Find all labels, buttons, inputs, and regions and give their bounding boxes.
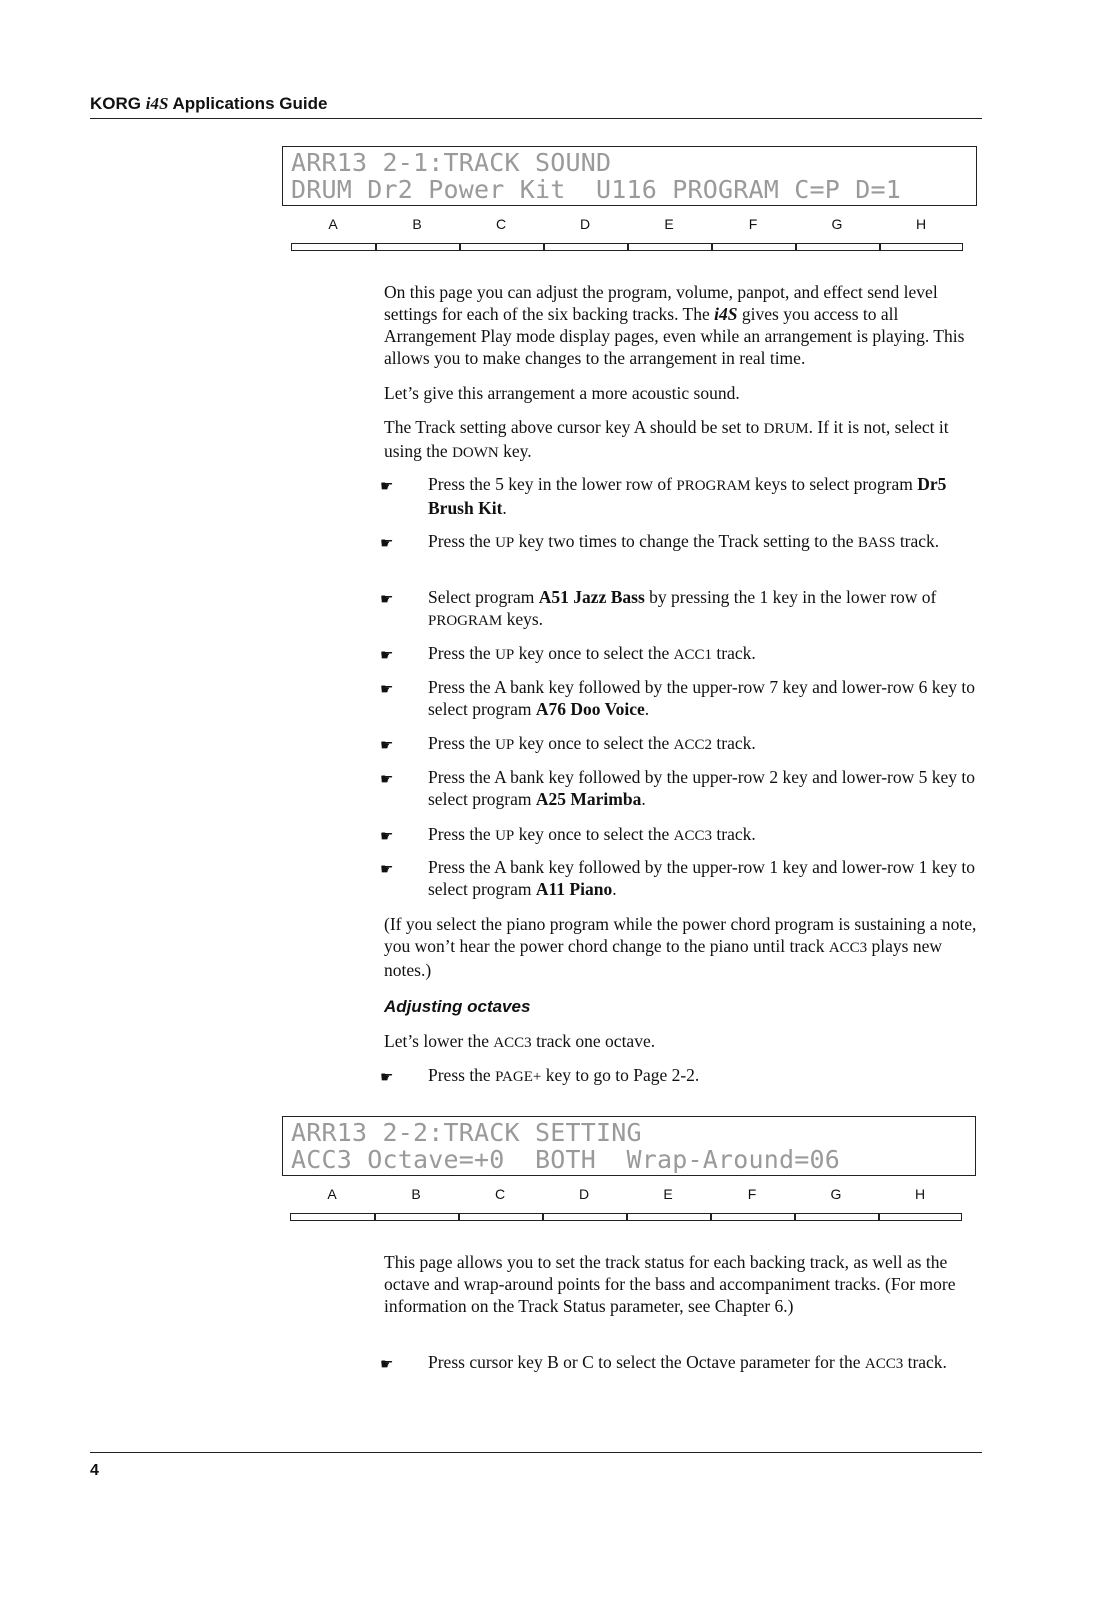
paragraph-piano-note: (If you select the piano program while the power chord program is sustaining a note, you won’t hear the power chord change to the piano until track ACC3 plays new notes.) (384, 914, 977, 980)
paragraph-lower-octave: Let’s lower the ACC3 track one octave. (384, 1031, 656, 1051)
cursor-key-label-g: G (831, 216, 843, 232)
pointing-hand-icon: ☛ (380, 1068, 394, 1086)
cursor-key-label-a: A (327, 1186, 337, 1202)
cursor-key-label-c: C (494, 1186, 506, 1202)
pointing-hand-icon: ☛ (380, 534, 394, 552)
pointing-hand-icon: ☛ (380, 827, 394, 845)
paragraph-track-setting: The Track setting above cursor key A should be set to DRUM. If it is not, select it using the DOWN key. (384, 417, 949, 461)
header-title: Applications Guide (172, 94, 328, 113)
section-heading: Adjusting octaves (384, 997, 531, 1016)
footer-rule (90, 1452, 982, 1453)
pointing-hand-icon: ☛ (380, 860, 394, 878)
pointing-hand-icon: ☛ (380, 736, 394, 754)
pointing-hand-icon: ☛ (380, 646, 394, 664)
cursor-key-label-f: F (748, 216, 758, 232)
cursor-key-bar (290, 1213, 962, 1221)
header-model: i4S (145, 94, 169, 113)
pointing-hand-icon: ☛ (380, 590, 394, 608)
lcd-line-2: ACC3 Octave=+0 BOTH Wrap-Around=06 (291, 1145, 841, 1174)
paragraph-acoustic: Let’s give this arrangement a more acoustic sound. (384, 383, 740, 403)
page-number: 4 (90, 1462, 99, 1479)
cursor-key-label-b: B (411, 1186, 421, 1202)
pointing-hand-icon: ☛ (380, 1355, 394, 1373)
running-header (90, 94, 327, 114)
cursor-key-label-g: G (830, 1186, 842, 1202)
cursor-key-label-e: E (664, 216, 674, 232)
lcd-display-track-setting (282, 1116, 976, 1176)
lcd-display-track-sound (282, 146, 977, 206)
lcd-line-1: ARR13 2-1:TRACK SOUND (291, 148, 612, 177)
cursor-key-bar (291, 243, 963, 251)
lcd-line-2: DRUM Dr2 Power Kit U116 PROGRAM C=P D=1 (291, 175, 902, 204)
paragraph-intro: On this page you can adjust the program, volume, panpot, and effect send level settings for each of the six backing tracks. The i4S gives you access to all Arrangement Play mode display pages, even while an arrangement is playing. This allows you to make changes to the arrangement in real time. (384, 282, 965, 368)
cursor-key-label-e: E (663, 1186, 673, 1202)
cursor-key-label-a: A (328, 216, 338, 232)
cursor-key-label-b: B (412, 216, 422, 232)
header-brand: KORG (90, 94, 141, 113)
pointing-hand-icon: ☛ (380, 770, 394, 788)
cursor-key-label-h: H (914, 1186, 926, 1202)
cursor-key-label-f: F (747, 1186, 757, 1202)
cursor-key-strip (291, 216, 963, 252)
cursor-key-label-d: D (578, 1186, 590, 1202)
header-rule (90, 118, 982, 119)
pointing-hand-icon: ☛ (380, 477, 394, 495)
cursor-key-label-h: H (915, 216, 927, 232)
cursor-key-label-c: C (495, 216, 507, 232)
paragraph-track-status: This page allows you to set the track status for each backing track, as well as the octave and wrap-around points for the bass and accompaniment tracks. (For more information on the Track Status parameter, see Chapter 6.) (384, 1252, 956, 1316)
pointing-hand-icon: ☛ (380, 680, 394, 698)
lcd-line-1: ARR13 2-2:TRACK SETTING (291, 1118, 642, 1147)
cursor-key-label-d: D (579, 216, 591, 232)
cursor-key-strip (290, 1186, 962, 1222)
